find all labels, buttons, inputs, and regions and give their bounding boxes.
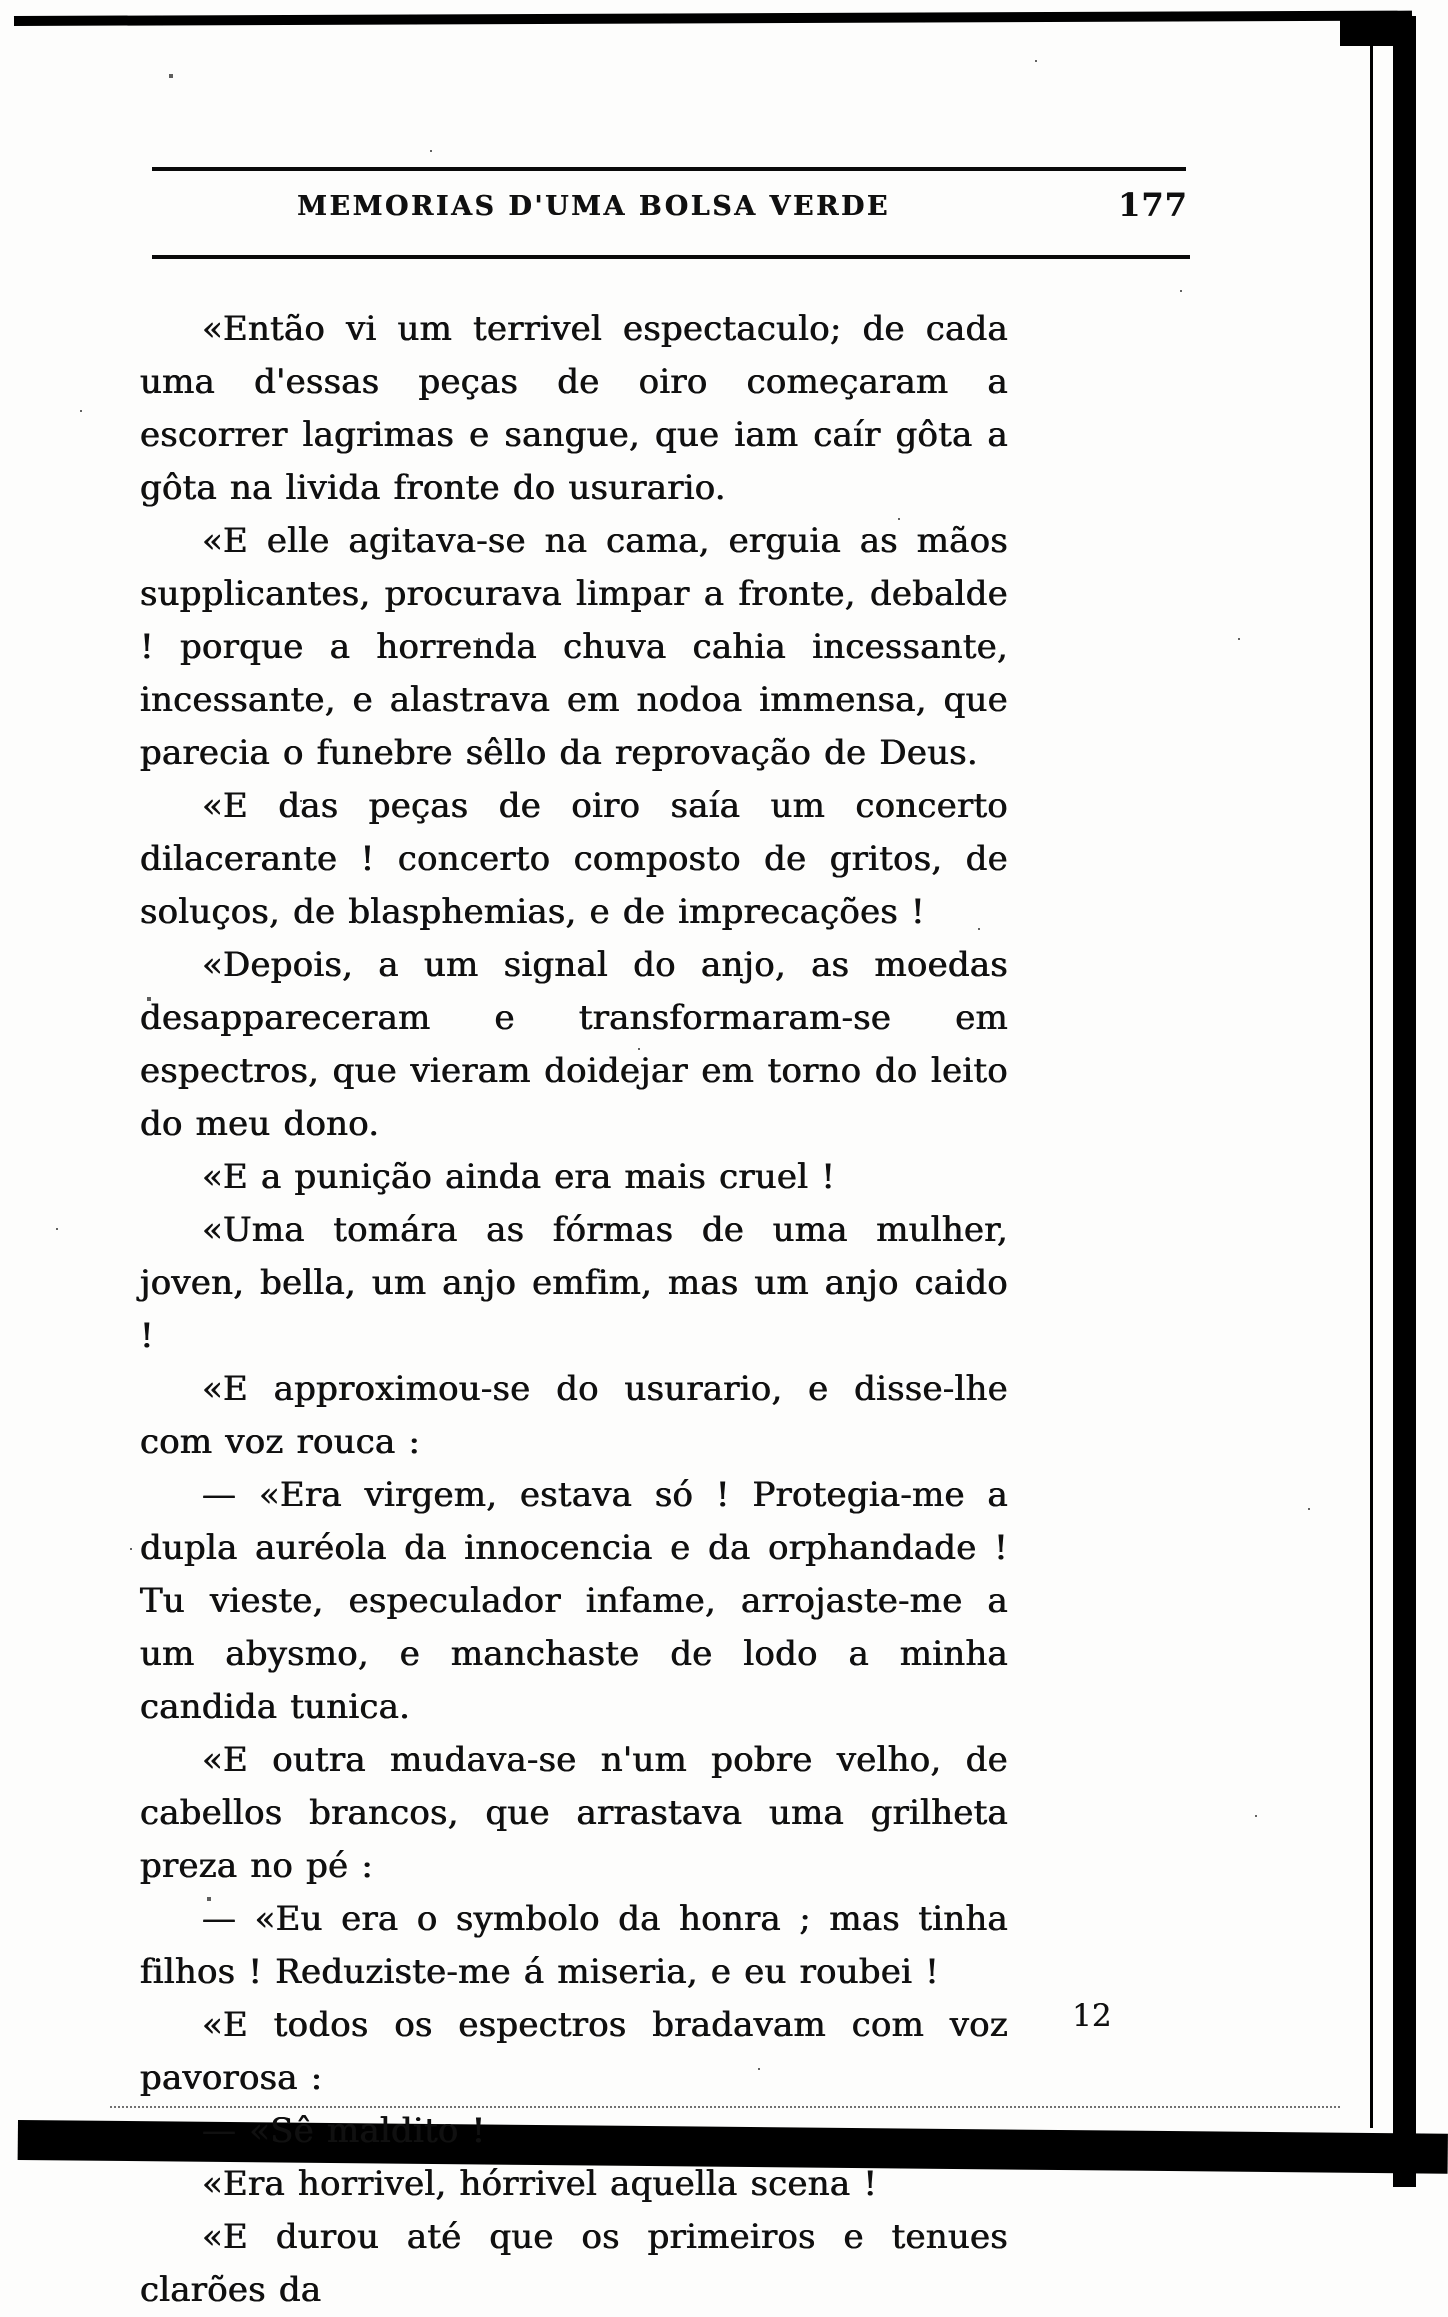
paragraph: «Uma tomára as fórmas de uma mulher, joven, bella, um anjo emfim, mas um anjo caido !	[140, 1210, 1008, 1356]
paragraph: «E durou até que os primeiros e tenues clarões da	[140, 2217, 1008, 2310]
body-text	[140, 303, 1008, 2317]
paragraph: — «Eu era o symbolo da honra ; mas tinha filhos ! Reduziste-me á miseria, e eu roubei !	[140, 1899, 1008, 1992]
running-title: MEMORIAS D'UMA BOLSA VERDE	[297, 191, 890, 222]
paragraph: — «Sê maldito !	[202, 2111, 486, 2151]
scan-edge-right-bar	[1393, 20, 1416, 2187]
paragraph: «E todos os espectros bradavam com voz pavorosa :	[140, 2005, 1008, 2098]
paragraph: «E approximou-se do usurario, e disse-lhe com voz rouca :	[140, 1369, 1008, 1462]
signature-mark: 12	[1072, 1998, 1112, 2034]
paragraph: «Era horrivel, hórrivel aquella scena !	[202, 2164, 878, 2204]
paragraph: «E elle agitava-se na cama, erguia as mãos supplicantes, procurava limpar a fronte, debalde ! porque a horrenda chuva cahia incessante, incessante, e alastrava em nodoa immensa, que parecia o funebre sêllo da reprovação de Deus.	[140, 521, 1008, 773]
paragraph: «E outra mudava-se n'um pobre velho, de cabellos brancos, que arrastava uma grilheta preza no pé :	[140, 1740, 1008, 1886]
header-rule-top	[152, 167, 1186, 171]
paragraph: «E das peças de oiro saía um concerto dilacerante ! concerto composto de gritos, de soluços, de blasphemias, e de imprecações !	[140, 786, 1008, 932]
page-number: 177	[1118, 186, 1188, 224]
header-rule-bottom	[152, 255, 1190, 259]
paragraph: «E a punição ainda era mais cruel !	[202, 1157, 836, 1197]
scan-edge-right-thin-line	[1370, 38, 1373, 2128]
paragraph: «Depois, a um signal do anjo, as moedas desappareceram e transformaram-se em espectros, que vieram doidejar em torno do leito do meu dono.	[140, 945, 1008, 1144]
scan-edge-top-bar	[14, 11, 1412, 26]
paragraph: «Então vi um terrivel espectaculo; de cada uma d'essas peças de oiro começaram a escorrer lagrimas e sangue, que iam caír gôta a gôta na livida fronte do usurario.	[140, 309, 1008, 508]
paragraph: — «Era virgem, estava só ! Protegia-me a dupla auréola da innocencia e da orphandade ! Tu vieste, especulador infame, arrojaste-me a um abysmo, e manchaste de lodo a minha candida tunica.	[140, 1475, 1008, 1727]
